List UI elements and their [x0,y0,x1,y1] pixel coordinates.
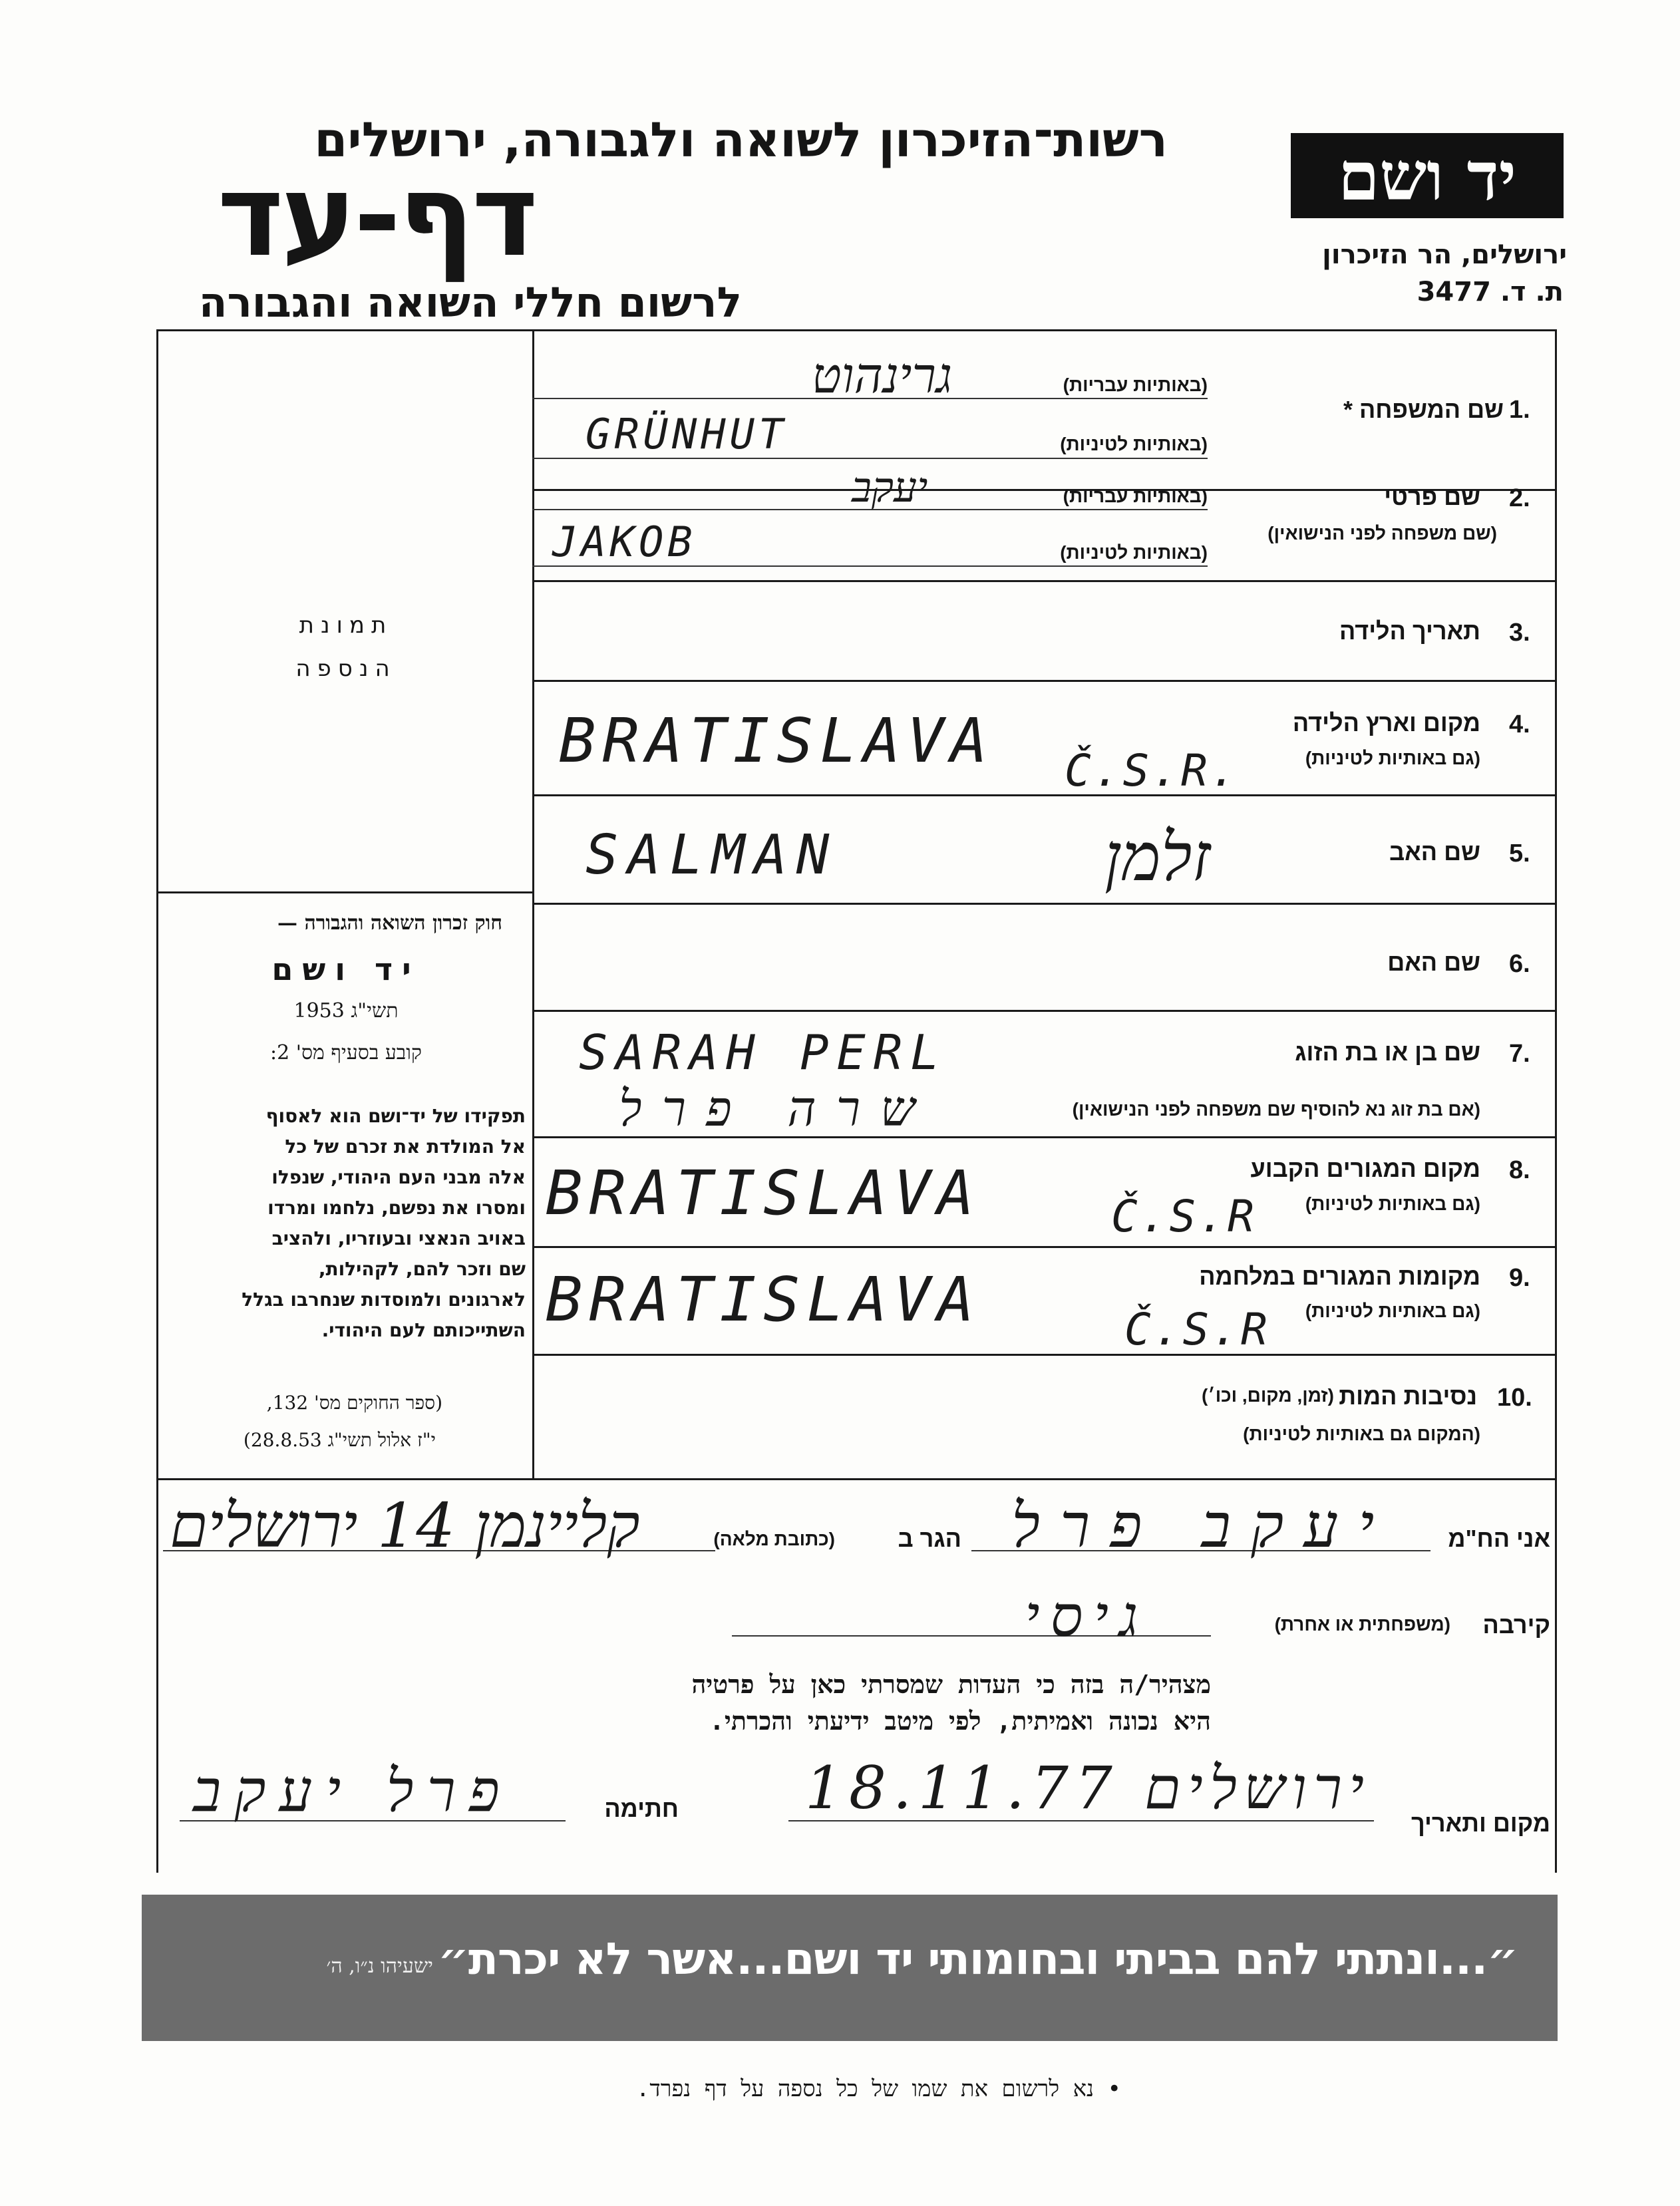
law-section: קובע בסעיף מס' 2: [270,1041,422,1064]
law-ref-2: י"ז אלול תשי"ג 28.8.53) [243,1429,436,1451]
form-right-border [1555,329,1557,1873]
yad-vashem-logo [1291,133,1564,218]
field-8-value[interactable]: BRATISLAVA [546,1158,981,1229]
field-5-label: שם האב [1389,838,1480,866]
law-ref-1: (ספר החוקים מס' 132, [266,1392,442,1414]
law-line: לארגונים ולמוסדות שנחרבו בגלל [242,1289,526,1311]
page-title: דף-עד [217,150,536,282]
declaration-line-2: היא נכונה ואמיתית, לפי מיטב ידיעתי והכרתי. [709,1706,1211,1736]
row-divider [532,680,1557,682]
law-line: תפקידו של יד־ושם הוא לאסוף [265,1105,526,1127]
field-8-number: 8. [1509,1156,1530,1184]
field-1-latin-hint: (באותיות לטיניות) [1060,434,1208,454]
row-divider [532,794,1557,796]
field-1-hebrew-value[interactable]: גרינהוט [812,347,953,404]
address: ירושלים, הר הזיכרון [1322,239,1567,270]
field-2-latin-hint: (באותיות לטיניות) [1060,542,1208,563]
signature[interactable]: פרל יעקב [193,1756,513,1825]
field-3-number: 3. [1509,619,1530,647]
declaration-line-1: מצהיר/ה בזה כי העדות שמסרתי כאן על פרטיה [691,1670,1211,1699]
law-year: תשי"ג 1953 [293,999,399,1023]
field-1-hebrew-hint: (באותיות עבריות) [1063,375,1208,395]
row-divider [532,1354,1557,1356]
relation-label: קירבה [1482,1611,1550,1639]
logo-text: יד ושם [1338,137,1516,216]
quote-banner [142,1895,1558,2041]
field-4-number: 4. [1509,710,1530,738]
signature-label: חתימה [604,1795,679,1822]
witness-name[interactable]: יעקב פרל [1011,1490,1395,1561]
field-7-hebrew-value[interactable]: שרה פרל [619,1080,935,1138]
field-8-note: (גם באותיות לטיניות) [1305,1193,1480,1214]
field-9-value[interactable]: BRATISLAVA [546,1264,981,1335]
law-line: ומסרו את נפשם, נלחמו ומרדו [267,1197,526,1219]
field-4-label: מקום וארץ הלידה [1292,709,1480,736]
row-divider [532,1246,1557,1248]
witness-i-label: אני הח"מ [1448,1525,1550,1552]
relation-hint: (משפחתית או אחרת) [1274,1614,1450,1635]
pobox: ת. ד. 3477 [1417,277,1564,307]
field-2-latin-value[interactable]: JAKOB [552,518,697,566]
field-4-value[interactable]: BRATISLAVA [559,705,994,776]
place-date-label: מקום ותאריך [1411,1810,1550,1837]
field-2-note: (שם משפחה לפני הנישואין) [1267,523,1497,544]
field-10-label: נסיבות המות [1339,1382,1477,1410]
field-8-label: מקום המגורים הקבוע [1250,1155,1480,1182]
field-2-hebrew-hint: (באותיות עבריות) [1063,486,1208,506]
field-7-latin-value[interactable]: SARAH PERL [579,1024,947,1080]
law-line: אל המולדת את זכרם של כל [285,1136,526,1158]
law-name: יד ושם [271,951,420,987]
row-divider [156,1478,1557,1480]
law-line: אלה מבני העם היהודי, שנפלו [271,1166,526,1188]
field-2-number: 2. [1509,484,1530,512]
field-5-hebrew-value[interactable]: זלמן [1104,818,1211,896]
footnote: • נא לרשום את שמו של כל נספה על דף נפרד. [635,2076,1121,2102]
field-5-latin-value[interactable]: SALMAN [586,824,839,887]
field-4-note: (גם באותיות לטיניות) [1305,748,1480,768]
authority-title: רשות־הזיכרון לשואה ולגבורה, ירושלים [314,112,1168,168]
law-line: באויב הנאצי ובעוזריו, ולהציב [271,1227,526,1249]
field-9-number: 9. [1509,1264,1530,1292]
field-1-latin-value[interactable]: GRÜNHUT [586,410,788,458]
row-divider [532,903,1557,905]
field-1-label: שם המשפחה * [1343,396,1504,423]
witness-address[interactable]: קליינמן 14 ירושלים [170,1490,640,1561]
row-divider [532,1010,1557,1012]
field-6-label: שם האם [1387,949,1480,976]
field-7-label: שם בן או בת הזוג [1295,1038,1480,1066]
page-subtitle: לרשום חללי השואה והגבורה [198,278,742,327]
field-8-country[interactable]: Č.S.R [1111,1191,1257,1242]
place-date[interactable]: ירושלים 18.11.77 [805,1754,1371,1822]
field-9-country[interactable]: Č.S.R [1124,1304,1270,1355]
law-text [180,1101,526,1346]
field-4-country[interactable]: Č.S.R. [1065,745,1240,796]
law-line: שם וזכר להם, לקהילות, [318,1258,526,1280]
field-7-number: 7. [1509,1040,1530,1068]
column-divider [532,329,534,1480]
field-1-number: 1. [1509,396,1530,424]
field-10-note-2: (המקום גם באותיות לטיניות) [1243,1424,1480,1444]
field-9-note: (גם באותיות לטיניות) [1305,1301,1480,1321]
field-6-number: 6. [1509,950,1530,978]
field-2-label: שם פרטי [1384,483,1480,510]
form-left-border [156,329,158,1873]
field-10-note-1: (זמן, מקום, וכו׳) [1202,1385,1334,1406]
field-5-number: 5. [1509,840,1530,867]
photo-label-2: הנספה [295,655,397,682]
field-2-hebrew-value[interactable]: יעקב [852,463,928,512]
form-top-border [156,329,1557,331]
banner-source: ישעיהו נ״ו, ה׳ [326,1955,433,1978]
banner-quote: ״...ונתתי להם בביתי ובחומותי יד ושם...אשר לא יכרת״ [437,1933,1518,1984]
field-3-label: תאריך הלידה [1339,617,1480,645]
field-10-number: 10. [1497,1384,1532,1412]
witness-address-hint: (כתובת מלאה) [713,1529,835,1549]
field-9-label: מקומות המגורים במלחמה [1199,1263,1480,1290]
law-heading: חוק זכרון השואה והגבורה — [277,911,502,935]
witness-resides-label: הגר ב [898,1525,961,1552]
photo-label-1: תמונת [299,612,393,639]
photo-box-bottom [156,891,534,893]
relation-value[interactable]: גיסי [1025,1583,1149,1650]
law-line: השתייכותם לעם היהודי. [321,1319,526,1341]
row-divider [532,580,1557,582]
field-7-note: (אם בת זוג נא להוסיף שם משפחה לפני הנישואין) [1072,1099,1480,1120]
